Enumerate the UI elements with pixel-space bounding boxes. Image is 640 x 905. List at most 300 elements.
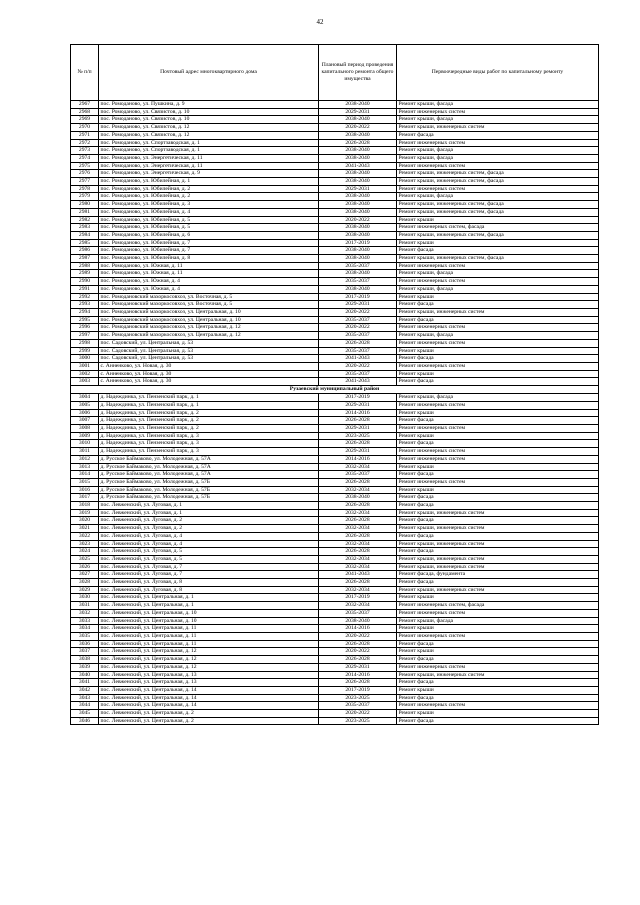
row-address: д. Надеждинка, ул. Пензенский парк, д. 2 (99, 417, 319, 425)
row-period: 2014-2016 (319, 409, 397, 417)
row-period: 2035-2037 (319, 471, 397, 479)
table-row (71, 548, 599, 556)
row-address: д. Надеждинка, ул. Пензенский парк, д. 2 (99, 425, 319, 433)
row-number: 3031 (71, 602, 99, 610)
row-works: Ремонт инженерных систем (397, 162, 599, 170)
row-address: пос. Ромоданово, ул. Юбилейная, д. 7 (99, 247, 319, 255)
row-period: 2020-2022 (319, 362, 397, 370)
row-address: пос. Ромодановский махоркосовхоз, ул. Центральная, д. 12 (99, 324, 319, 332)
row-works: Ремонт инженерных систем (397, 663, 599, 671)
table-row (71, 448, 599, 456)
row-address: пос. Ромоданово, ул. Энергетическая, д. 11 (99, 154, 319, 162)
row-works: Ремонт крыши (397, 486, 599, 494)
row-address: пос. Левженский, ул. Центральная, д. 10 (99, 617, 319, 625)
row-period: 2038-2040 (319, 247, 397, 255)
row-period: 2035-2037 (319, 262, 397, 270)
row-period: 2017-2019 (319, 594, 397, 602)
table-row (71, 293, 599, 301)
row-address: пос. Левженский, ул. Центральная, д. 12 (99, 663, 319, 671)
table-row (71, 332, 599, 340)
table-row (71, 633, 599, 641)
row-works: Ремонт крыши, инженерных систем (397, 563, 599, 571)
row-number: 3011 (71, 448, 99, 456)
row-period: 2038-2040 (319, 494, 397, 502)
row-period: 2032-2034 (319, 563, 397, 571)
table-row (71, 247, 599, 255)
row-works: Ремонт крыши, инженерных систем, фасада (397, 170, 599, 178)
section-label: Рузаевский муниципальный район (71, 386, 599, 394)
row-address: пос. Ромоданово, ул. Юбилейная, д. 6 (99, 231, 319, 239)
row-address: пос. Ромоданово, ул. Энергетическая, д. 9 (99, 170, 319, 178)
row-works: Ремонт фасада (397, 417, 599, 425)
row-address: д. Надеждинка, ул. Пензенский парк, д. 3 (99, 448, 319, 456)
table-row (71, 625, 599, 633)
row-number: 2980 (71, 201, 99, 209)
table-row (71, 370, 599, 378)
table-row (71, 378, 599, 386)
row-works: Ремонт крыши (397, 409, 599, 417)
row-works: Ремонт фасада (397, 517, 599, 525)
table-body (71, 101, 599, 725)
row-number: 2978 (71, 185, 99, 193)
row-works: Ремонт инженерных систем (397, 339, 599, 347)
row-address: пос. Ромоданово, ул. Энергетическая, д. 11 (99, 162, 319, 170)
row-works: Ремонт фасада (397, 316, 599, 324)
table-row (71, 301, 599, 309)
row-address: пос. Ромоданово, ул. Юбилейная, д. 4 (99, 208, 319, 216)
row-period: 2026-2028 (319, 417, 397, 425)
row-number: 2998 (71, 339, 99, 347)
row-address: пос. Ромоданово, ул. Юбилейная, д. 5 (99, 224, 319, 232)
row-period: 2035-2037 (319, 332, 397, 340)
row-works: Ремонт крыши, фасада (397, 617, 599, 625)
table-row (71, 108, 599, 116)
row-address: пос. Садовский, ул. Центральная, д. 53 (99, 347, 319, 355)
table-row (71, 502, 599, 510)
row-number: 3008 (71, 425, 99, 433)
row-number: 2971 (71, 131, 99, 139)
table-row (71, 555, 599, 563)
row-works: Ремонт крыши (397, 648, 599, 656)
table-row (71, 686, 599, 694)
row-period: 2014-2016 (319, 455, 397, 463)
row-number: 3018 (71, 502, 99, 510)
table-row (71, 347, 599, 355)
row-address: пос. Левженский, ул. Центральная, д. 13 (99, 671, 319, 679)
row-works: Ремонт инженерных систем (397, 262, 599, 270)
row-period: 2014-2016 (319, 671, 397, 679)
row-number: 3014 (71, 471, 99, 479)
row-number: 2970 (71, 124, 99, 132)
row-address: пос. Левженский, ул. Центральная, д. 11 (99, 625, 319, 633)
table-row (71, 579, 599, 587)
header-num: № п/п (71, 45, 99, 101)
row-period: 2029-2031 (319, 448, 397, 456)
table-row (71, 602, 599, 610)
row-number: 2972 (71, 139, 99, 147)
row-number: 3013 (71, 463, 99, 471)
row-works: Ремонт инженерных систем, фасада (397, 224, 599, 232)
row-number: 3030 (71, 594, 99, 602)
table-row (71, 147, 599, 155)
table-row (71, 231, 599, 239)
row-address: пос. Ромоданово, ул. Пушкина, д. 9 (99, 101, 319, 109)
row-number: 2989 (71, 270, 99, 278)
row-address: пос. Левженский, ул. Центральная, д. 2 (99, 710, 319, 718)
row-period: 2038-2040 (319, 170, 397, 178)
row-address: с. Анненково, ул. Новая, д. 30 (99, 362, 319, 370)
row-period: 2026-2028 (319, 339, 397, 347)
row-period: 2017-2019 (319, 293, 397, 301)
row-works: Ремонт инженерных систем (397, 478, 599, 486)
row-number: 2996 (71, 324, 99, 332)
row-number: 3034 (71, 625, 99, 633)
row-address: пос. Ромоданово, ул. Связистов, д. 12 (99, 124, 319, 132)
row-number: 2992 (71, 293, 99, 301)
row-works: Ремонт крыши, инженерных систем, фасада (397, 255, 599, 263)
table-row (71, 648, 599, 656)
table-row (71, 432, 599, 440)
row-works: Ремонт крыши (397, 432, 599, 440)
row-address: пос. Левженский, ул. Центральная, д. 2 (99, 717, 319, 725)
row-address: д. Русское Баймаково, ул. Молодежная, д. 57А (99, 463, 319, 471)
row-number: 3042 (71, 686, 99, 694)
row-period: 2017-2019 (319, 239, 397, 247)
row-works: Ремонт фасада (397, 656, 599, 664)
row-address: д. Русское Баймаково, ул. Молодежная, д. 57А (99, 455, 319, 463)
row-number: 3021 (71, 525, 99, 533)
page-number: 42 (316, 18, 324, 26)
row-period: 2020-2022 (319, 308, 397, 316)
row-period: 2026-2028 (319, 656, 397, 664)
row-works: Ремонт крыши, инженерных систем (397, 509, 599, 517)
row-number: 3033 (71, 617, 99, 625)
row-address: пос. Ромодановский махоркосовхоз, ул. Центральная, д. 10 (99, 308, 319, 316)
row-number: 3015 (71, 478, 99, 486)
row-period: 2032-2034 (319, 602, 397, 610)
row-period: 2038-2040 (319, 178, 397, 186)
row-period: 2017-2019 (319, 394, 397, 402)
row-number: 2975 (71, 162, 99, 170)
row-address: пос. Левженский, ул. Луговая, д. 8 (99, 586, 319, 594)
row-works: Ремонт инженерных систем, фасада (397, 602, 599, 610)
header-works: Первоочередные виды работ по капитальному ремонту (397, 45, 599, 101)
row-period: 2038-2040 (319, 208, 397, 216)
row-period: 2032-2034 (319, 586, 397, 594)
table-row (71, 679, 599, 687)
row-works: Ремонт крыши (397, 293, 599, 301)
row-address: пос. Ромоданово, ул. Южная, д. 11 (99, 270, 319, 278)
row-works: Ремонт фасада (397, 502, 599, 510)
row-period: 2026-2028 (319, 548, 397, 556)
header-address: Почтовый адрес многоквартирного дома (99, 45, 319, 101)
row-address: пос. Ромодановский махоркосовхоз, ул. Центральная, д. 10 (99, 316, 319, 324)
table-row (71, 509, 599, 517)
row-period: 2038-2040 (319, 224, 397, 232)
row-address: пос. Левженский, ул. Центральная, д. 14 (99, 686, 319, 694)
row-works: Ремонт инженерных систем (397, 702, 599, 710)
table-row (71, 517, 599, 525)
row-period: 2041-2043 (319, 355, 397, 363)
row-period: 2032-2034 (319, 555, 397, 563)
row-number: 3000 (71, 355, 99, 363)
row-number: 3038 (71, 656, 99, 664)
row-period: 2038-2040 (319, 270, 397, 278)
row-number: 3037 (71, 648, 99, 656)
row-works: Ремонт инженерных систем (397, 448, 599, 456)
row-address: пос. Ромоданово, ул. Юбилейная, д. 1 (99, 178, 319, 186)
table-row (71, 355, 599, 363)
table-row (71, 308, 599, 316)
row-works: Ремонт фасада (397, 579, 599, 587)
row-period: 2029-2031 (319, 301, 397, 309)
row-period: 2023-2025 (319, 694, 397, 702)
row-works: Ремонт фасада (397, 548, 599, 556)
row-number: 2977 (71, 178, 99, 186)
row-works: Ремонт фасада (397, 717, 599, 725)
row-number: 3025 (71, 555, 99, 563)
row-address: пос. Ромоданово, ул. Связистов, д. 10 (99, 108, 319, 116)
row-address: пос. Левженский, ул. Луговая, д. 5 (99, 555, 319, 563)
table-row (71, 586, 599, 594)
row-works: Ремонт крыши, фасада (397, 193, 599, 201)
row-period: 2020-2022 (319, 124, 397, 132)
row-address: пос. Левженский, ул. Центральная, д. 1 (99, 602, 319, 610)
table-row (71, 278, 599, 286)
row-number: 3009 (71, 432, 99, 440)
row-period: 2041-2043 (319, 571, 397, 579)
row-works: Ремонт инженерных систем (397, 401, 599, 409)
table-row (71, 640, 599, 648)
table-row (71, 478, 599, 486)
row-works: Ремонт фасада (397, 131, 599, 139)
row-works: Ремонт крыши, инженерных систем, фасада (397, 231, 599, 239)
row-number: 3005 (71, 401, 99, 409)
row-number: 2987 (71, 255, 99, 263)
table-row (71, 425, 599, 433)
table-row (71, 717, 599, 725)
row-number: 3035 (71, 633, 99, 641)
row-number: 2988 (71, 262, 99, 270)
row-number: 3040 (71, 671, 99, 679)
table-row (71, 193, 599, 201)
row-works: Ремонт крыши (397, 710, 599, 718)
row-period: 2032-2034 (319, 540, 397, 548)
row-works: Ремонт крыши, фасада (397, 394, 599, 402)
table-row (71, 455, 599, 463)
row-number: 2991 (71, 285, 99, 293)
table-row (71, 532, 599, 540)
row-number: 3017 (71, 494, 99, 502)
table-row (71, 154, 599, 162)
row-period: 2026-2028 (319, 139, 397, 147)
row-number: 2994 (71, 308, 99, 316)
row-number: 2982 (71, 216, 99, 224)
row-number: 2993 (71, 301, 99, 309)
row-period: 2035-2037 (319, 609, 397, 617)
row-period: 2017-2019 (319, 686, 397, 694)
row-number: 2979 (71, 193, 99, 201)
row-period: 2038-2040 (319, 154, 397, 162)
table-row (71, 208, 599, 216)
row-address: пос. Ромоданово, ул. Спортзаводская, д. 1 (99, 139, 319, 147)
row-address: пос. Ромоданово, ул. Юбилейная, д. 8 (99, 255, 319, 263)
row-period: 2014-2016 (319, 625, 397, 633)
row-number: 3004 (71, 394, 99, 402)
row-address: пос. Левженский, ул. Луговая, д. 5 (99, 548, 319, 556)
table-row (71, 139, 599, 147)
section-row (71, 386, 599, 394)
table-row (71, 324, 599, 332)
row-address: пос. Ромоданово, ул. Юбилейная, д. 2 (99, 193, 319, 201)
row-number: 2976 (71, 170, 99, 178)
row-works: Ремонт крыши (397, 216, 599, 224)
row-address: пос. Левженский, ул. Центральная, д. 12 (99, 656, 319, 664)
row-address: пос. Ромоданово, ул. Связистов, д. 10 (99, 116, 319, 124)
row-period: 2038-2040 (319, 147, 397, 155)
row-address: д. Надеждинка, ул. Пензенский парк, д. 2 (99, 409, 319, 417)
row-period: 2032-2034 (319, 463, 397, 471)
row-works: Ремонт крыши (397, 463, 599, 471)
row-works: Ремонт крыши, инженерных систем, фасада (397, 208, 599, 216)
row-number: 2984 (71, 231, 99, 239)
row-number: 2981 (71, 208, 99, 216)
row-number: 3029 (71, 586, 99, 594)
table-row (71, 270, 599, 278)
row-works: Ремонт крыши, инженерных систем, фасада (397, 178, 599, 186)
row-works: Ремонт крыши, инженерных систем (397, 671, 599, 679)
row-address: пос. Ромоданово, ул. Юбилейная, д. 3 (99, 201, 319, 209)
row-period: 2023-2025 (319, 432, 397, 440)
row-period: 2029-2031 (319, 663, 397, 671)
row-number: 3041 (71, 679, 99, 687)
row-number: 3044 (71, 702, 99, 710)
row-period: 2026-2028 (319, 640, 397, 648)
row-number: 2985 (71, 239, 99, 247)
row-address: пос. Левженский, ул. Луговая, д. 7 (99, 563, 319, 571)
table-row (71, 185, 599, 193)
row-period: 2026-2028 (319, 440, 397, 448)
table-row (71, 339, 599, 347)
row-works: Ремонт инженерных систем (397, 455, 599, 463)
row-address: д. Русское Баймаково, ул. Молодежная, д. 57Б (99, 486, 319, 494)
table-header-row (71, 45, 599, 101)
row-period: 2026-2028 (319, 478, 397, 486)
row-address: пос. Левженский, ул. Центральная, д. 13 (99, 679, 319, 687)
row-number: 2968 (71, 108, 99, 116)
table-row (71, 201, 599, 209)
row-period: 2035-2037 (319, 278, 397, 286)
row-works: Ремонт крыши, инженерных систем, фасада (397, 201, 599, 209)
table-row (71, 394, 599, 402)
row-number: 3016 (71, 486, 99, 494)
table-row (71, 609, 599, 617)
table-row (71, 124, 599, 132)
row-works: Ремонт крыши, фасада (397, 116, 599, 124)
table-row (71, 178, 599, 186)
row-number: 3036 (71, 640, 99, 648)
table-row (71, 216, 599, 224)
row-period: 2020-2022 (319, 633, 397, 641)
table-row (71, 571, 599, 579)
row-number: 3027 (71, 571, 99, 579)
table-row (71, 694, 599, 702)
table-row (71, 710, 599, 718)
row-works: Ремонт фасада (397, 301, 599, 309)
row-number: 2969 (71, 116, 99, 124)
row-number: 3010 (71, 440, 99, 448)
table-row (71, 170, 599, 178)
row-address: пос. Ромоданово, ул. Южная, д. 11 (99, 262, 319, 270)
row-period: 2029-2031 (319, 401, 397, 409)
row-period: 2026-2028 (319, 679, 397, 687)
row-period: 2020-2022 (319, 216, 397, 224)
row-period: 2026-2028 (319, 517, 397, 525)
row-period: 2020-2022 (319, 710, 397, 718)
row-number: 2997 (71, 332, 99, 340)
row-period: 2038-2040 (319, 617, 397, 625)
row-period: 2020-2022 (319, 648, 397, 656)
row-address: пос. Левженский, ул. Луговая, д. 7 (99, 571, 319, 579)
row-address: пос. Левженский, ул. Луговая, д. 4 (99, 540, 319, 548)
row-address: д. Надеждинка, ул. Пензенский парк, д. 3 (99, 440, 319, 448)
row-number: 3045 (71, 710, 99, 718)
row-address: пос. Ромодановский махоркосовхоз, ул. Центральная, д. 12 (99, 332, 319, 340)
row-works: Ремонт крыши, инженерных систем (397, 525, 599, 533)
table-row (71, 525, 599, 533)
table-row (71, 656, 599, 664)
row-number: 3026 (71, 563, 99, 571)
row-number: 2999 (71, 347, 99, 355)
row-period: 2029-2031 (319, 108, 397, 116)
row-address: пос. Левженский, ул. Центральная, д. 1 (99, 594, 319, 602)
row-works: Ремонт инженерных систем (397, 139, 599, 147)
row-works: Ремонт инженерных систем (397, 278, 599, 286)
table-row (71, 671, 599, 679)
row-address: д. Русское Баймаково, ул. Молодежная, д. 57Б (99, 494, 319, 502)
row-works: Ремонт крыши (397, 347, 599, 355)
row-number: 3003 (71, 378, 99, 386)
row-works: Ремонт крыши (397, 686, 599, 694)
row-period: 2032-2034 (319, 509, 397, 517)
row-number: 3007 (71, 417, 99, 425)
table-row (71, 594, 599, 602)
table-row (71, 440, 599, 448)
row-period: 2026-2028 (319, 532, 397, 540)
row-address: пос. Левженский, ул. Центральная, д. 12 (99, 648, 319, 656)
row-works: Ремонт фасада (397, 640, 599, 648)
row-works: Ремонт крыши (397, 370, 599, 378)
row-number: 3024 (71, 548, 99, 556)
row-period: 2029-2031 (319, 425, 397, 433)
row-works: Ремонт фасада (397, 247, 599, 255)
row-address: пос. Ромоданово, ул. Юбилейная, д. 5 (99, 216, 319, 224)
row-number: 3028 (71, 579, 99, 587)
row-address: д. Надеждинка, ул. Пензенский парк, д. 1 (99, 394, 319, 402)
row-period: 2038-2040 (319, 116, 397, 124)
row-number: 2986 (71, 247, 99, 255)
row-address: пос. Левженский, ул. Луговая, д. 8 (99, 579, 319, 587)
row-works: Ремонт крыши, инженерных систем (397, 555, 599, 563)
table-row (71, 362, 599, 370)
row-works: Ремонт фасада (397, 471, 599, 479)
row-works: Ремонт инженерных систем (397, 362, 599, 370)
row-address: пос. Ромодановский махоркосовхоз, ул. Восточная, д. 5 (99, 301, 319, 309)
row-period: 2020-2022 (319, 324, 397, 332)
row-period: 2023-2025 (319, 717, 397, 725)
table-row (71, 101, 599, 109)
row-address: пос. Левженский, ул. Луговая, д. 1 (99, 502, 319, 510)
